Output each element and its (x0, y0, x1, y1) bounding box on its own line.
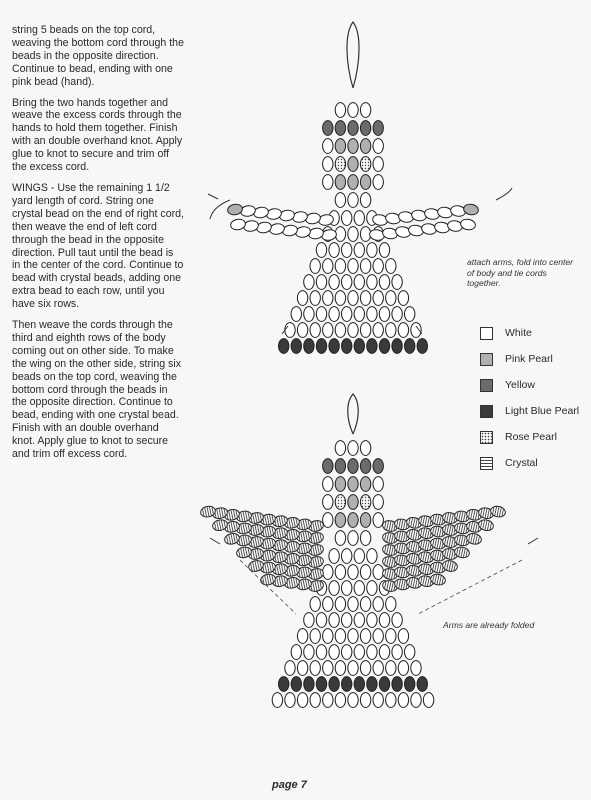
bead (297, 693, 307, 708)
instructions-paragraph: WINGS - Use the remaining 1 1/2 yard length of cord. String one crystal bead on the end of right cord, then weave the end of left cord through the bead in the opposite direction. Pull taut until the bead is in the center of the cord. Continue to bead with crystal beads, adding one extra bead to each row, until you have six rows. (12, 181, 184, 311)
bead (348, 175, 358, 190)
bead (342, 307, 352, 322)
bead (360, 629, 370, 644)
bead (417, 339, 427, 354)
bead (310, 291, 320, 306)
legend-label: Rose Pearl (505, 431, 557, 443)
bead (360, 103, 370, 118)
bead (329, 275, 339, 290)
bead (329, 677, 339, 692)
bead (348, 661, 358, 676)
instructions-text (12, 24, 184, 469)
bead (348, 565, 358, 580)
bead (348, 495, 358, 510)
bead (411, 693, 421, 708)
legend-item-pink-pearl (480, 346, 591, 372)
bead (329, 307, 339, 322)
bead (335, 661, 345, 676)
bead (348, 629, 358, 644)
bead (379, 275, 389, 290)
page-number: page 7 (272, 779, 307, 791)
bead (323, 291, 333, 306)
bead (379, 307, 389, 322)
bead (304, 275, 314, 290)
bead (310, 693, 320, 708)
bead (373, 175, 383, 190)
bead (354, 549, 364, 564)
bead (335, 565, 345, 580)
bead (323, 175, 333, 190)
bead (285, 661, 295, 676)
folded-note: Arms are already folded (443, 620, 535, 630)
bead (360, 531, 370, 546)
bead (323, 693, 333, 708)
bead (348, 477, 358, 492)
bead (392, 339, 402, 354)
bead (323, 565, 333, 580)
bead (348, 441, 358, 456)
angel-diagram-wings (196, 388, 576, 728)
bead (411, 323, 421, 338)
bead (335, 139, 345, 154)
bead (335, 597, 345, 612)
bead (373, 291, 383, 306)
bead (360, 597, 370, 612)
bead (323, 597, 333, 612)
bead (348, 531, 358, 546)
bead (297, 661, 307, 676)
bead (360, 121, 370, 136)
bead (398, 661, 408, 676)
bead (316, 307, 326, 322)
bead (360, 323, 370, 338)
bead (367, 613, 377, 628)
bead (323, 513, 333, 528)
bead (335, 121, 345, 136)
bead (279, 339, 289, 354)
bead (373, 629, 383, 644)
bead (348, 323, 358, 338)
legend-label: White (505, 327, 532, 339)
bead (323, 121, 333, 136)
bead (392, 677, 402, 692)
bead (367, 307, 377, 322)
bead (360, 291, 370, 306)
bead (379, 339, 389, 354)
bead (360, 459, 370, 474)
bead (379, 613, 389, 628)
bead (386, 661, 396, 676)
bead (335, 323, 345, 338)
instructions-paragraph: Then weave the cords through the third and eighth rows of the body coming out on other side. To make the wing on the other side, string six beads on the top cord, weaving the bottom cord through the beads in the opposite direction. Continue to bead, ending with one crystal bead. Finish with an double overhand knot. Apply glue to knot to secure and trim off excess cord. (12, 319, 182, 461)
bead (373, 477, 383, 492)
bead (348, 227, 358, 242)
legend-item-white (480, 320, 591, 346)
bead (360, 513, 370, 528)
bead (285, 693, 295, 708)
bead (342, 581, 352, 596)
bead (360, 259, 370, 274)
bead (386, 693, 396, 708)
bead (335, 531, 345, 546)
bead (297, 323, 307, 338)
pink-pearl-swatch (480, 353, 493, 366)
bead (386, 629, 396, 644)
bead (323, 459, 333, 474)
bead (335, 259, 345, 274)
bead (386, 597, 396, 612)
bead (392, 275, 402, 290)
bead (323, 495, 333, 510)
bead (291, 307, 301, 322)
bead (304, 613, 314, 628)
bead (335, 459, 345, 474)
bead (316, 339, 326, 354)
bead (367, 581, 377, 596)
bead (348, 157, 358, 172)
bead (348, 597, 358, 612)
bead (342, 243, 352, 258)
bead (323, 157, 333, 172)
bead (342, 549, 352, 564)
bead (348, 193, 358, 208)
bead (323, 139, 333, 154)
bead (386, 291, 396, 306)
bead (360, 565, 370, 580)
bead (360, 175, 370, 190)
bead (335, 175, 345, 190)
bead (354, 581, 364, 596)
bead (342, 645, 352, 660)
bead (405, 339, 415, 354)
bead (230, 218, 246, 231)
bead (316, 275, 326, 290)
bead (354, 275, 364, 290)
bead (360, 139, 370, 154)
bead (335, 157, 345, 172)
bead (335, 291, 345, 306)
legend-label: Pink Pearl (505, 353, 553, 365)
bead (373, 459, 383, 474)
bead (373, 157, 383, 172)
bead (367, 549, 377, 564)
legend-label: Light Blue Pearl (505, 405, 580, 417)
bead (392, 613, 402, 628)
bead (304, 339, 314, 354)
bead (398, 693, 408, 708)
white-swatch (480, 327, 493, 340)
bead (323, 477, 333, 492)
bead (373, 121, 383, 136)
bead (335, 477, 345, 492)
bead (360, 661, 370, 676)
bead (329, 549, 339, 564)
bead (291, 677, 301, 692)
bead (405, 677, 415, 692)
instructions-paragraph: Bring the two hands together and weave the excess cords through the hands to hold them together. Finish with an double overhand knot. Apply glue to knot to secure and trim off the excess cord. (12, 96, 183, 174)
bead (348, 459, 358, 474)
bead (373, 597, 383, 612)
bead (310, 661, 320, 676)
bead (354, 211, 364, 226)
bead (348, 513, 358, 528)
bead (316, 613, 326, 628)
bead (360, 477, 370, 492)
bead (373, 661, 383, 676)
bead (285, 323, 295, 338)
bead (386, 323, 396, 338)
bead (297, 629, 307, 644)
arms-note: attach arms, fold into center of body and tie cords together. (467, 257, 574, 288)
bead (304, 677, 314, 692)
bead (373, 323, 383, 338)
bead (316, 645, 326, 660)
bead (367, 339, 377, 354)
bead (342, 275, 352, 290)
bead (405, 645, 415, 660)
bead (354, 339, 364, 354)
bead (291, 645, 301, 660)
bead (335, 441, 345, 456)
bead (411, 661, 421, 676)
bead (297, 291, 307, 306)
bead (373, 693, 383, 708)
bead (291, 339, 301, 354)
legend-label: Yellow (505, 379, 535, 391)
bead (360, 193, 370, 208)
bead (279, 677, 289, 692)
legend-label: Crystal (505, 457, 538, 469)
bead (398, 291, 408, 306)
bead (367, 243, 377, 258)
bead (335, 693, 345, 708)
bead (316, 243, 326, 258)
bead (335, 629, 345, 644)
bead (348, 291, 358, 306)
bead (373, 139, 383, 154)
bead (379, 243, 389, 258)
bead (342, 677, 352, 692)
bead (323, 259, 333, 274)
bead (386, 259, 396, 274)
bead (379, 677, 389, 692)
bead (335, 513, 345, 528)
bead (354, 613, 364, 628)
bead (323, 323, 333, 338)
bead (367, 677, 377, 692)
bead (310, 629, 320, 644)
bead (354, 243, 364, 258)
bead (367, 275, 377, 290)
bead (405, 307, 415, 322)
instructions-paragraph: string 5 beads on the top cord, weaving the bottom cord through the beads in the opposite direction. Continue to bead, ending with one pink bead (hand). (12, 24, 184, 88)
bead (367, 645, 377, 660)
bead (348, 259, 358, 274)
bead (379, 645, 389, 660)
bead (323, 629, 333, 644)
bead (373, 565, 383, 580)
bead (373, 259, 383, 274)
bead (348, 121, 358, 136)
bead (342, 339, 352, 354)
bead (310, 597, 320, 612)
bead (272, 693, 282, 708)
bead (348, 139, 358, 154)
bead (354, 307, 364, 322)
bead (463, 203, 479, 216)
bead (360, 495, 370, 510)
bead (392, 645, 402, 660)
bead (398, 323, 408, 338)
bead (227, 203, 243, 216)
bead (342, 211, 352, 226)
bead (310, 259, 320, 274)
bead (398, 629, 408, 644)
bead (354, 677, 364, 692)
bead (417, 677, 427, 692)
bead (329, 613, 339, 628)
bead (342, 613, 352, 628)
bead (335, 103, 345, 118)
bead (373, 495, 383, 510)
bead (460, 218, 476, 231)
bead (360, 441, 370, 456)
angel-diagram-arms (196, 14, 526, 354)
bead (329, 581, 339, 596)
bead (360, 157, 370, 172)
bead (392, 307, 402, 322)
bead (354, 645, 364, 660)
bead (329, 339, 339, 354)
bead (310, 323, 320, 338)
bead (373, 513, 383, 528)
bead (323, 661, 333, 676)
bead (423, 693, 433, 708)
bead (335, 495, 345, 510)
bead (329, 645, 339, 660)
bead (360, 693, 370, 708)
bead (335, 193, 345, 208)
bead (348, 103, 358, 118)
bead (348, 693, 358, 708)
bead (329, 243, 339, 258)
bead (316, 677, 326, 692)
bead (304, 645, 314, 660)
bead (304, 307, 314, 322)
